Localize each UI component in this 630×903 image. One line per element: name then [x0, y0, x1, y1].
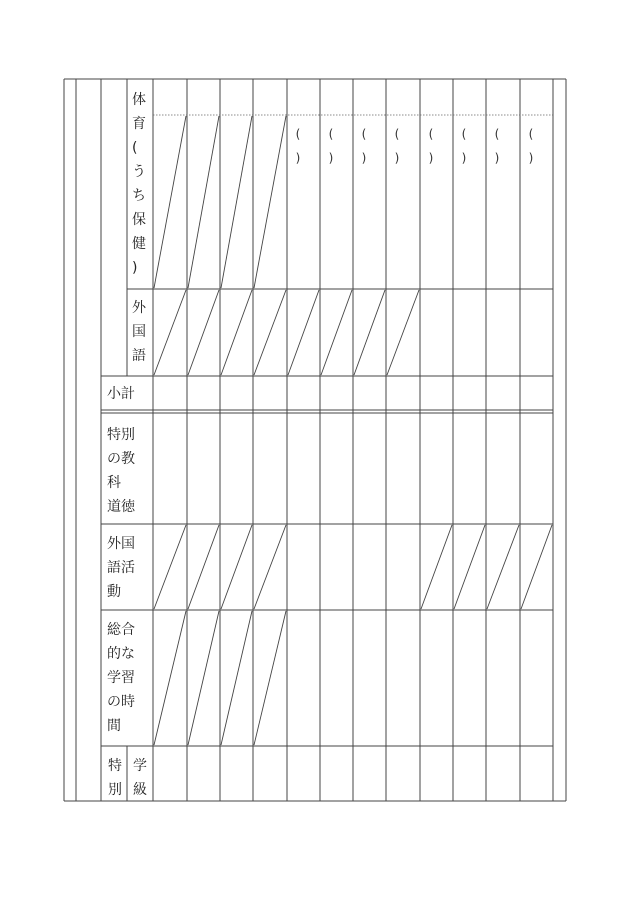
diagonal-activities-right-9 [454, 525, 485, 609]
paren-open: ( [428, 127, 434, 141]
diagonal-pe-0 [154, 116, 186, 288]
diagonal-pe-3 [254, 116, 286, 288]
paren-close: ) [461, 151, 467, 165]
paren-open: ( [361, 127, 367, 141]
paren-close: ) [528, 151, 534, 165]
paren-open: ( [528, 127, 534, 141]
row-label-integrated-study: 総合 的な 学習 の時 間 [107, 622, 135, 734]
diagonal-foreign-4 [288, 290, 319, 375]
diagonal-activities-right-10 [487, 525, 519, 609]
diagonal-activities-left-3 [254, 525, 286, 609]
diagonal-foreign-1 [188, 290, 219, 375]
diagonal-integrated-0 [154, 611, 186, 745]
diagonal-activities-left-1 [188, 525, 219, 609]
paren-close: ) [494, 151, 500, 165]
diagonal-integrated-1 [188, 611, 219, 745]
row-label-moral-education: 特別 の教 科 道徳 [107, 427, 135, 515]
row-label-subtotal: 小計 [107, 386, 135, 402]
diagonal-activities-left-2 [221, 525, 252, 609]
row-label-foreign-language: 外 国 語 [132, 300, 146, 364]
diagonal-integrated-2 [221, 611, 252, 745]
row-label-special-right: 学 級 [133, 758, 147, 798]
paren-close: ) [328, 151, 334, 165]
paren-open: ( [328, 127, 334, 141]
paren-close: ) [361, 151, 367, 165]
diagonal-foreign-0 [154, 290, 186, 375]
row-label-pe-health: 体 育 ( う ち 保 健 ) [132, 92, 146, 276]
diagonal-foreign-2 [221, 290, 252, 375]
paren-open: ( [394, 127, 400, 141]
diagonal-integrated-3 [254, 611, 286, 745]
diagonal-activities-right-11 [521, 525, 552, 609]
paren-open: ( [461, 127, 467, 141]
diagonal-foreign-3 [254, 290, 286, 375]
diagonal-activities-left-0 [154, 525, 186, 609]
paren-close: ) [295, 151, 301, 165]
row-label-special-left: 特 別 [108, 758, 122, 798]
diagonal-pe-2 [221, 116, 252, 288]
paren-close: ) [428, 151, 434, 165]
diagonal-foreign-7 [387, 290, 419, 375]
paren-open: ( [295, 127, 301, 141]
diagonal-activities-right-8 [421, 525, 452, 609]
paren-close: ) [394, 151, 400, 165]
diagonal-foreign-5 [321, 290, 352, 375]
row-label-foreign-language-activities: 外国 語活 動 [107, 536, 135, 600]
diagonal-pe-1 [188, 116, 219, 288]
paren-open: ( [494, 127, 500, 141]
diagonal-foreign-6 [354, 290, 385, 375]
